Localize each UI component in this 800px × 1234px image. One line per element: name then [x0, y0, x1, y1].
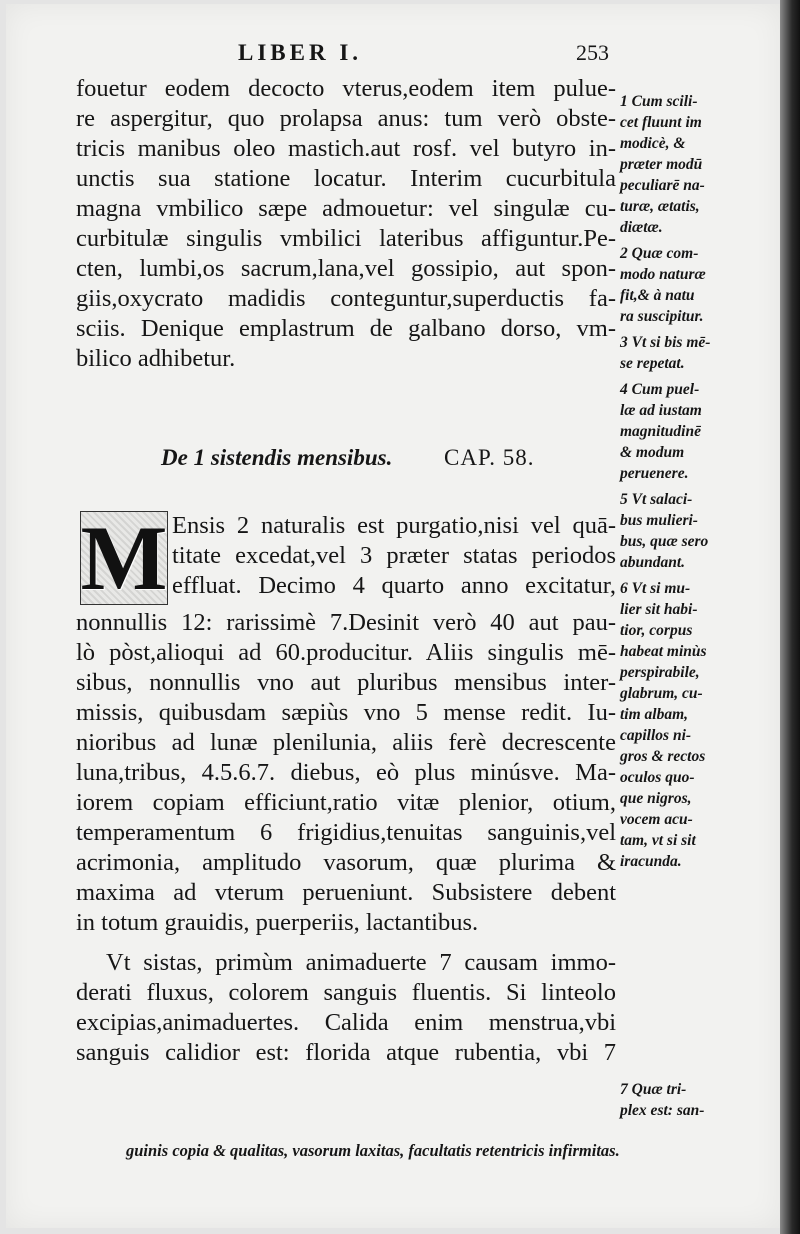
- margin-note: abundant.: [620, 554, 686, 571]
- margin-note: turæ, ætatis,: [620, 198, 700, 215]
- margin-note: præter modū: [620, 156, 703, 173]
- body-line: temperamentum 6 frigidius,tenuitas sanguinis,vel: [76, 819, 616, 846]
- margin-note: 2 Quæ com-: [620, 245, 699, 262]
- margin-note: vocem acu-: [620, 811, 693, 828]
- margin-note: capillos ni-: [620, 727, 692, 744]
- body-line: nioribus ad lunæ plenilunia, aliis ferè decrescente: [76, 729, 616, 756]
- margin-note: fit,& à natu: [620, 287, 695, 304]
- margin-note: magnitudinē: [620, 423, 701, 440]
- margin-note: que nigros,: [620, 790, 692, 807]
- margin-note: læ ad iustam: [620, 402, 702, 419]
- body-line: derati fluxus, colorem sanguis fluentis. Si linteolo: [76, 979, 616, 1006]
- margin-note: diætæ.: [620, 219, 663, 236]
- body-line: unctis sua statione locatur. Interim cucurbitula: [76, 165, 616, 192]
- chapter-title: De 1 sistendis mensibus.: [161, 445, 393, 470]
- margin-note: oculos quo-: [620, 769, 695, 786]
- body-line: maxima ad vterum perueniunt. Subsistere debent: [76, 879, 616, 906]
- body-line: cten, lumbi,os sacrum,lana,vel gossipio, aut spon-: [76, 255, 616, 282]
- margin-note: se repetat.: [620, 355, 685, 372]
- margin-note: 5 Vt salaci-: [620, 491, 693, 508]
- decorated-initial: [80, 507, 168, 609]
- chapter-number: CAP. 58.: [444, 445, 535, 470]
- body-line: effluat. Decimo 4 quarto anno excitatur,: [172, 572, 616, 599]
- margin-note: 4 Cum puel-: [620, 381, 700, 398]
- margin-note: peculiarē na-: [620, 177, 705, 194]
- body-line: curbitulæ singulis vmbilici lateribus affiguntur.Pe-: [76, 225, 616, 252]
- body-line: bilico adhibetur.: [76, 345, 236, 372]
- body-line: lò pòst,alioqui ad 60.producitur. Aliis singulis mē-: [76, 639, 616, 666]
- margin-note: modo naturæ: [620, 266, 706, 283]
- margin-note: habeat minùs: [620, 643, 707, 660]
- margin-note: 7 Quæ tri-: [620, 1081, 687, 1098]
- body-line: in totum grauidis, puerperiis, lactantibus.: [76, 909, 479, 936]
- margin-note: lier sit habi-: [620, 601, 698, 618]
- margin-note: 3 Vt si bis mē-: [620, 334, 711, 351]
- body-line: acrimonia, amplitudo vasorum, quæ plurima &: [76, 849, 616, 876]
- body-line: excipias,animaduertes. Calida enim menstrua,vbi: [76, 1009, 616, 1036]
- body-line: Vt sistas, primùm animaduerte 7 causam immo-: [106, 949, 616, 976]
- body-line: sciis. Denique emplastrum de galbano dorso, vm-: [76, 315, 616, 342]
- margin-note: perspirabile,: [620, 664, 700, 681]
- margin-note: ra suscipitur.: [620, 308, 704, 325]
- margin-note: tior, corpus: [620, 622, 693, 639]
- margin-note: bus mulieri-: [620, 512, 698, 529]
- body-line: titate excedat,vel 3 præter statas periodos: [172, 542, 616, 569]
- margin-note: cet fluunt im: [620, 114, 702, 131]
- initial-letter: M: [80, 507, 168, 609]
- body-line: giis,oxycrato madidis conteguntur,superductis fa-: [76, 285, 616, 312]
- margin-note: bus, quæ sero: [620, 533, 709, 550]
- margin-note: modicè, &: [620, 135, 686, 152]
- margin-note: glabrum, cu-: [620, 685, 703, 702]
- margin-note: 1 Cum scili-: [620, 93, 698, 110]
- body-line: sibus, nonnullis vno aut pluribus mensibus inter-: [76, 669, 616, 696]
- margin-note: & modum: [620, 444, 685, 461]
- body-line: sanguis calidior est: florida atque rubentia, vbi 7: [76, 1039, 616, 1066]
- footer-note: guinis copia & qualitas, vasorum laxitas, facultatis retentricis infirmitas.: [126, 1141, 620, 1160]
- margin-note: 6 Vt si mu-: [620, 580, 691, 597]
- margin-note: peruenere.: [620, 465, 689, 482]
- body-line: iorem copiam efficiunt,ratio vitæ plenior, otium,: [76, 789, 616, 816]
- margin-note: plex est: san-: [620, 1102, 705, 1119]
- body-line: Ensis 2 naturalis est purgatio,nisi vel quā-: [172, 512, 616, 539]
- margin-note: gros & rectos: [620, 748, 706, 765]
- margin-note: tam, vt si sit: [620, 832, 696, 849]
- body-line: re aspergitur, quo prolapsa anus: tum verò obste-: [76, 105, 616, 132]
- page-number: 253: [576, 40, 609, 65]
- book-page: [6, 4, 780, 1228]
- body-line: fouetur eodem decocto vterus,eodem item pulue-: [76, 75, 616, 102]
- body-line: luna,tribus, 4.5.6.7. diebus, eò plus minúsve. Ma-: [76, 759, 616, 786]
- body-line: nonnullis 12: rarissimè 7.Desinit verò 40 aut pau-: [76, 609, 616, 636]
- book-spine-shadow: [780, 0, 800, 1234]
- body-line: missis, quibusdam sæpiùs vno 5 mense redit. Iu-: [76, 699, 616, 726]
- running-head: LIBER I.: [238, 40, 363, 65]
- margin-note: tim albam,: [620, 706, 689, 723]
- body-line: magna vmbilico sæpe admouetur: vel singulæ cu-: [76, 195, 616, 222]
- body-line: tricis manibus oleo mastich.aut rosf. vel butyro in-: [76, 135, 616, 162]
- margin-note: iracunda.: [620, 853, 682, 870]
